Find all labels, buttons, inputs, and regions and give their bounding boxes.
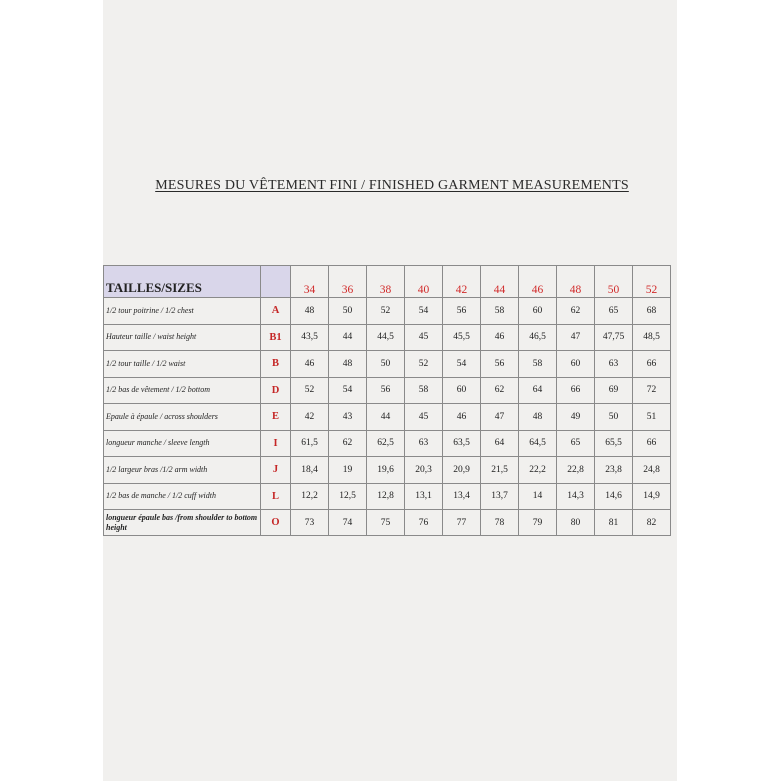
measurement-value: 45,5: [443, 324, 481, 351]
measurement-value: 43: [329, 404, 367, 431]
measurement-value: 63: [405, 430, 443, 457]
size-header-cell: 46: [519, 266, 557, 298]
measurement-key: O: [261, 510, 291, 536]
measurement-value: 62: [557, 298, 595, 325]
size-header-cell: 40: [405, 266, 443, 298]
measurement-value: 66: [633, 351, 671, 378]
measurement-value: 52: [367, 298, 405, 325]
measurement-value: 22,8: [557, 457, 595, 484]
measurement-label: Epaule à épaule / across shoulders: [104, 404, 261, 431]
measurement-value: 69: [595, 377, 633, 404]
measurement-value: 46: [291, 351, 329, 378]
key-header-cell: [261, 266, 291, 298]
measurement-value: 13,1: [405, 483, 443, 510]
measurement-label: 1/2 tour taille / 1/2 waist: [104, 351, 261, 378]
measurement-value: 46: [443, 404, 481, 431]
measurement-value: 46,5: [519, 324, 557, 351]
measurement-value: 78: [481, 510, 519, 536]
measurement-value: 80: [557, 510, 595, 536]
table-row: [104, 510, 671, 536]
measurement-value: 61,5: [291, 430, 329, 457]
measurement-value: 18,4: [291, 457, 329, 484]
table-row: [104, 404, 671, 431]
measurement-value: 81: [595, 510, 633, 536]
measurement-label: 1/2 tour poitrine / 1/2 chest: [104, 298, 261, 325]
measurement-value: 64: [481, 430, 519, 457]
measurement-value: 20,3: [405, 457, 443, 484]
measurement-value: 54: [405, 298, 443, 325]
size-header-cell: 52: [633, 266, 671, 298]
table-row: [104, 430, 671, 457]
measurements-table: [103, 265, 671, 536]
size-header-cell: 50: [595, 266, 633, 298]
size-header-cell: 34: [291, 266, 329, 298]
measurement-label: 1/2 bas de vêtement / 1/2 bottom: [104, 377, 261, 404]
measurement-value: 60: [443, 377, 481, 404]
measurement-value: 14: [519, 483, 557, 510]
measurement-value: 13,4: [443, 483, 481, 510]
measurement-value: 44: [329, 324, 367, 351]
measurement-value: 62: [329, 430, 367, 457]
size-header-cell: 36: [329, 266, 367, 298]
size-header-cell: 42: [443, 266, 481, 298]
measurement-value: 20,9: [443, 457, 481, 484]
measurement-label: longueur épaule bas /from shoulder to bottom height: [104, 510, 261, 536]
measurement-value: 58: [519, 351, 557, 378]
measurement-value: 72: [633, 377, 671, 404]
size-header-cell: 38: [367, 266, 405, 298]
measurement-label: longueur manche / sleeve length: [104, 430, 261, 457]
measurement-key: B: [261, 351, 291, 378]
table-row: [104, 298, 671, 325]
table-row: [104, 351, 671, 378]
measurement-value: 45: [405, 324, 443, 351]
measurement-value: 19,6: [367, 457, 405, 484]
measurement-label: 1/2 largeur bras /1/2 arm width: [104, 457, 261, 484]
measurement-label: Hauteur taille / waist height: [104, 324, 261, 351]
measurement-value: 75: [367, 510, 405, 536]
measurement-value: 65,5: [595, 430, 633, 457]
measurement-value: 52: [291, 377, 329, 404]
measurement-value: 47: [481, 404, 519, 431]
measurement-key: I: [261, 430, 291, 457]
measurement-value: 63: [595, 351, 633, 378]
table-row: [104, 457, 671, 484]
measurement-value: 65: [557, 430, 595, 457]
measurement-value: 73: [291, 510, 329, 536]
sizes-header-label: TAILLES/SIZES: [104, 266, 261, 298]
measurement-key: B1: [261, 324, 291, 351]
measurement-value: 14,3: [557, 483, 595, 510]
size-header-cell: 44: [481, 266, 519, 298]
measurement-value: 64,5: [519, 430, 557, 457]
measurement-value: 12,8: [367, 483, 405, 510]
measurement-value: 21,5: [481, 457, 519, 484]
measurement-value: 56: [481, 351, 519, 378]
measurement-value: 76: [405, 510, 443, 536]
measurement-value: 12,5: [329, 483, 367, 510]
measurement-value: 51: [633, 404, 671, 431]
measurement-value: 47,75: [595, 324, 633, 351]
measurement-key: L: [261, 483, 291, 510]
measurement-value: 42: [291, 404, 329, 431]
measurement-value: 68: [633, 298, 671, 325]
table-row: [104, 483, 671, 510]
measurement-value: 22,2: [519, 457, 557, 484]
measurement-value: 14,6: [595, 483, 633, 510]
measurement-value: 58: [405, 377, 443, 404]
measurement-value: 52: [405, 351, 443, 378]
measurement-value: 50: [329, 298, 367, 325]
measurement-key: J: [261, 457, 291, 484]
measurement-value: 50: [595, 404, 633, 431]
measurement-value: 56: [367, 377, 405, 404]
measurement-value: 46: [481, 324, 519, 351]
measurement-key: A: [261, 298, 291, 325]
measurement-value: 65: [595, 298, 633, 325]
measurement-value: 66: [633, 430, 671, 457]
measurement-value: 48: [291, 298, 329, 325]
measurement-value: 43,5: [291, 324, 329, 351]
measurement-value: 77: [443, 510, 481, 536]
table-header-row: [104, 266, 671, 298]
measurement-value: 62,5: [367, 430, 405, 457]
measurement-key: E: [261, 404, 291, 431]
measurement-value: 54: [443, 351, 481, 378]
measurement-value: 19: [329, 457, 367, 484]
measurement-value: 24,8: [633, 457, 671, 484]
size-header-cell: 48: [557, 266, 595, 298]
measurement-value: 79: [519, 510, 557, 536]
measurement-value: 48: [519, 404, 557, 431]
table-row: [104, 377, 671, 404]
measurement-value: 45: [405, 404, 443, 431]
measurement-value: 82: [633, 510, 671, 536]
measurement-value: 50: [367, 351, 405, 378]
measurement-value: 12,2: [291, 483, 329, 510]
measurement-value: 60: [519, 298, 557, 325]
measurement-value: 14,9: [633, 483, 671, 510]
measurement-value: 13,7: [481, 483, 519, 510]
measurement-value: 56: [443, 298, 481, 325]
measurement-key: D: [261, 377, 291, 404]
document-page: [103, 0, 677, 781]
measurement-value: 49: [557, 404, 595, 431]
measurement-value: 47: [557, 324, 595, 351]
table-row: [104, 324, 671, 351]
measurement-value: 64: [519, 377, 557, 404]
measurement-label: 1/2 bas de manche / 1/2 cuff width: [104, 483, 261, 510]
measurement-value: 48,5: [633, 324, 671, 351]
measurement-value: 62: [481, 377, 519, 404]
measurement-value: 63,5: [443, 430, 481, 457]
measurement-value: 54: [329, 377, 367, 404]
measurement-value: 48: [329, 351, 367, 378]
measurement-value: 66: [557, 377, 595, 404]
measurement-value: 60: [557, 351, 595, 378]
measurement-value: 44: [367, 404, 405, 431]
measurement-value: 74: [329, 510, 367, 536]
measurement-value: 44,5: [367, 324, 405, 351]
measurement-value: 23,8: [595, 457, 633, 484]
measurement-value: 58: [481, 298, 519, 325]
page-title: MESURES DU VÊTEMENT FINI / FINISHED GARMENT MEASUREMENTS: [155, 178, 629, 193]
